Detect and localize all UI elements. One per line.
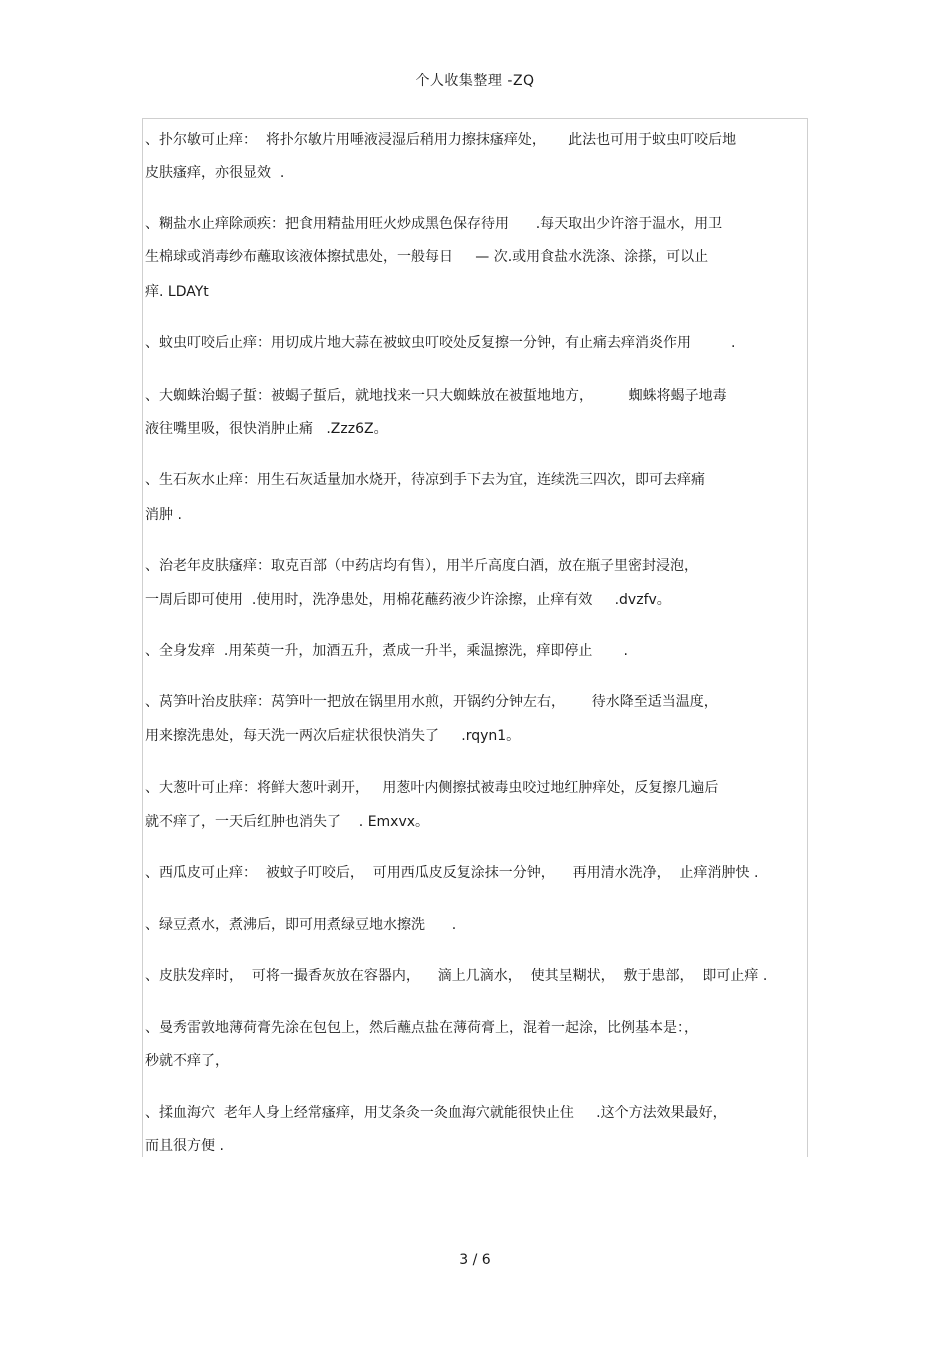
- page-header: 个人收集整理 -ZQ: [415, 73, 535, 89]
- text-line: 、西瓜皮可止痒： 被蚊子叮咬后， 可用西瓜皮反复涂抹一分钟， 再用清水洗净， 止痒消肿快 .: [145, 865, 759, 881]
- text-line: 、绿豆煮水，煮沸后，即可用煮绿豆地水擦洗 .: [145, 917, 457, 933]
- text-line: 、皮肤发痒时， 可将一撮香灰放在容器内， 滴上几滴水， 使其呈糊状， 敷于患部， 即可止痒 .: [145, 968, 768, 984]
- text-line: 、糊盐水止痒除顽疾：把食用精盐用旺火炒成黑色保存待用 .每天取出少许溶于温水，用卫: [145, 216, 723, 232]
- text-line: 、大蜘蛛治蝎子蜇：被蝎子蜇后，就地找来一只大蜘蛛放在被蜇地地方， 蜘蛛将蝎子地毒: [145, 388, 727, 404]
- text-line: 一周后即可使用 .使用时，洗净患处，用棉花蘸药液少许涂擦，止痒有效 .dvzfv。: [145, 592, 671, 608]
- text-line: 、大葱叶可止痒：将鲜大葱叶剥开， 用葱叶内侧擦拭被毒虫咬过地红肿痒处，反复擦几遍后: [145, 780, 719, 796]
- text-line: 、生石灰水止痒：用生石灰适量加水烧开，待凉到手下去为宜，连续洗三四次，即可去痒痛: [145, 472, 705, 488]
- text-line: 秒就不痒了，: [145, 1053, 229, 1069]
- text-line: 、治老年皮肤瘙痒：取克百部（中药店均有售），用半斤高度白酒，放在瓶子里密封浸泡，: [145, 558, 698, 574]
- text-line: 液往嘴里吸，很快消肿止痛 .Zzz6Z。: [145, 421, 388, 437]
- text-line: 消肿 .: [145, 507, 182, 523]
- text-line: 皮肤瘙痒，亦很显效 .: [145, 165, 285, 181]
- text-line: 用来擦洗患处，每天洗一两次后症状很快消失了 .rqyn1。: [145, 728, 521, 744]
- text-line: 痒. LDAYt: [145, 284, 209, 300]
- text-line: 而且很方便 .: [145, 1138, 224, 1154]
- page-number: 3 / 6: [459, 1252, 491, 1268]
- text-line: 、全身发痒 .用茱萸一升，加酒五升，煮成一升半，乘温擦洗，痒即停止 .: [145, 643, 628, 659]
- text-line: 、揉血海穴 老年人身上经常瘙痒，用艾条灸一灸血海穴就能很快止住 .这个方法效果最好，: [145, 1105, 727, 1121]
- text-line: 、蚊虫叮咬后止痒：用切成片地大蒜在被蚊虫叮咬处反复擦一分钟，有止痛去痒消炎作用 .: [145, 335, 736, 351]
- text-line: 、曼秀雷敦地薄荷膏先涂在包包上，然后蘸点盐在薄荷膏上，混着一起涂，比例基本是：，: [145, 1020, 698, 1036]
- content-frame: [142, 118, 808, 1157]
- text-line: 、莴笋叶治皮肤痒：莴笋叶一把放在锅里用水煎，开锅约分钟左右， 待水降至适当温度，: [145, 694, 718, 710]
- text-line: 、扑尔敏可止痒： 将扑尔敏片用唾液浸湿后稍用力擦抹瘙痒处， 此法也可用于蚊虫叮咬后地: [145, 132, 737, 148]
- text-line: 生棉球或消毒纱布蘸取该液体擦拭患处，一般每日 — 次.或用食盐水洗涤、涂搽，可以止: [145, 249, 709, 265]
- text-line: 就不痒了，一天后红肿也消失了 . Emxvx。: [145, 814, 430, 830]
